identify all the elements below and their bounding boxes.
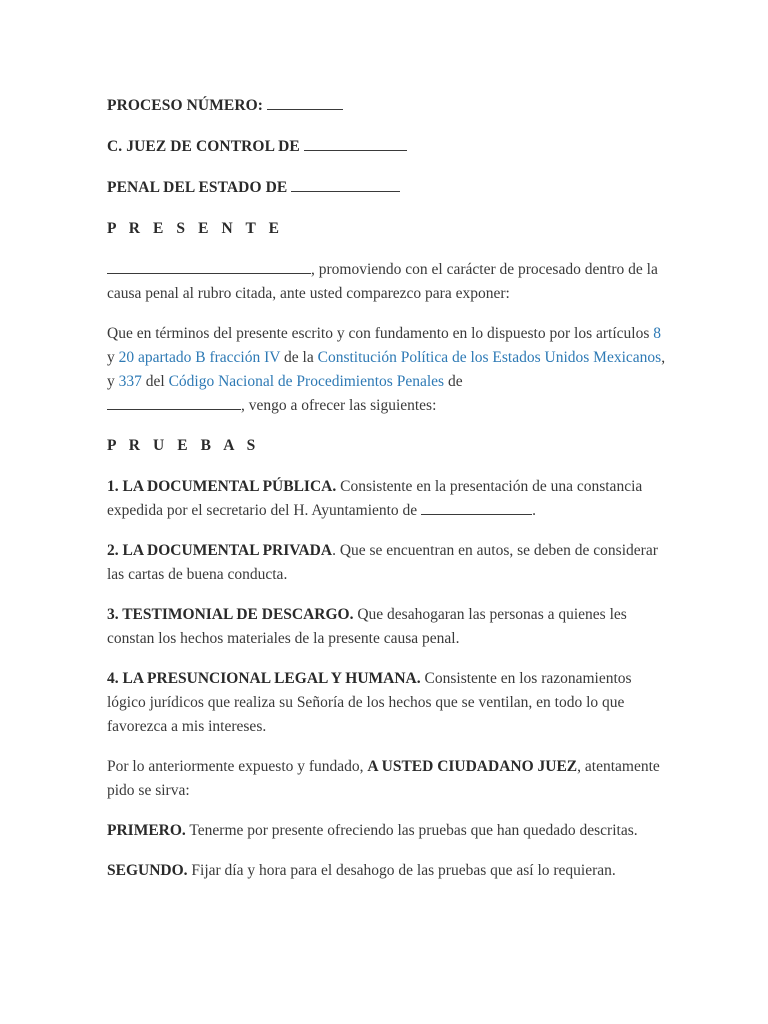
prueba-title: 2. LA DOCUMENTAL PRIVADA [107, 542, 333, 559]
link-articulo-8[interactable]: 8 [653, 325, 661, 342]
prueba-title: 1. LA DOCUMENTAL PÚBLICA. [107, 478, 337, 495]
fundamento-paragraph [107, 322, 667, 418]
fundamento-text-4: , y [107, 349, 666, 390]
peticion-item [107, 819, 667, 843]
prueba-item [107, 667, 667, 739]
fundamento-text-5: del [141, 373, 169, 390]
fundamento-text-7: , vengo a ofrecer las siguientes: [241, 397, 437, 414]
juez-label: C. JUEZ DE CONTROL DE [107, 138, 300, 155]
link-codigo-nacional[interactable]: Código Nacional de Procedimientos Penales [168, 373, 445, 390]
prueba-item [107, 603, 667, 651]
prueba-tail: . [532, 502, 536, 519]
peticion-text: Fijar día y hora para el desahogo de las pruebas que así lo requieran. [187, 862, 616, 879]
proceso-blank [267, 94, 343, 110]
prueba-title: 4. LA PRESUNCIONAL LEGAL Y HUMANA. [107, 670, 421, 687]
prueba-item [107, 475, 667, 523]
penal-blank [291, 176, 400, 192]
intro-text: , promoviendo con el carácter de procesado dentro de la causa penal al rubro citada, ante usted comparezco para exponer: [107, 261, 658, 302]
proceso-label: PROCESO NÚMERO: [107, 97, 264, 114]
fundamento-text-6: de [444, 373, 463, 390]
closing-bold: A USTED CIUDADANO JUEZ [367, 758, 578, 775]
document-body [107, 94, 667, 899]
peticion-text: Tenerme por presente ofreciendo las pruebas que han quedado descritas. [185, 822, 638, 839]
penal-line [107, 176, 667, 200]
fundamento-text-3: de la [280, 349, 318, 366]
link-articulo-20[interactable]: 20 apartado B fracción IV [118, 349, 281, 366]
ayuntamiento-blank [421, 499, 532, 515]
fundamento-blank [107, 394, 241, 410]
proceso-line [107, 94, 667, 118]
penal-label: PENAL DEL ESTADO DE [107, 179, 288, 196]
fundamento-text-1: Que en términos del presente escrito y con fundamento en lo dispuesto por los artículos [107, 325, 654, 342]
prueba-text: . Que se encuentran en autos, se deben de considerar las cartas de buena conducta. [107, 542, 658, 583]
peticion-title: SEGUNDO. [107, 862, 188, 879]
link-articulo-337[interactable]: 337 [118, 373, 142, 390]
juez-line [107, 135, 667, 159]
closing-text-2: , atentamente pido se sirva: [107, 758, 660, 799]
fundamento-text-2: y [107, 349, 119, 366]
promovente-blank [107, 258, 311, 274]
link-constitucion[interactable]: Constitución Política de los Estados Unidos Mexicanos [317, 349, 662, 366]
intro-paragraph [107, 258, 667, 306]
closing-paragraph [107, 755, 667, 803]
presente-heading: P R E S E N T E [107, 220, 284, 237]
prueba-text: Consistente en la presentación de una constancia expedida por el secretario del H. Ayuntamiento de [107, 478, 643, 519]
closing-text-1: Por lo anteriormente expuesto y fundado, [107, 758, 368, 775]
pruebas-heading: P R U E B A S [107, 437, 260, 454]
prueba-text: Consistente en los razonamientos lógico jurídicos que realiza su Señoría de los hechos que se ventilan, en todo lo que favorezca a mis intereses. [107, 670, 632, 735]
peticion-title: PRIMERO. [107, 822, 186, 839]
prueba-title: 3. TESTIMONIAL DE DESCARGO. [107, 606, 354, 623]
peticion-item [107, 859, 667, 883]
juez-blank [304, 135, 407, 151]
prueba-text: Que desahogaran las personas a quienes les constan los hechos materiales de la presente causa penal. [107, 606, 627, 647]
prueba-item [107, 539, 667, 587]
